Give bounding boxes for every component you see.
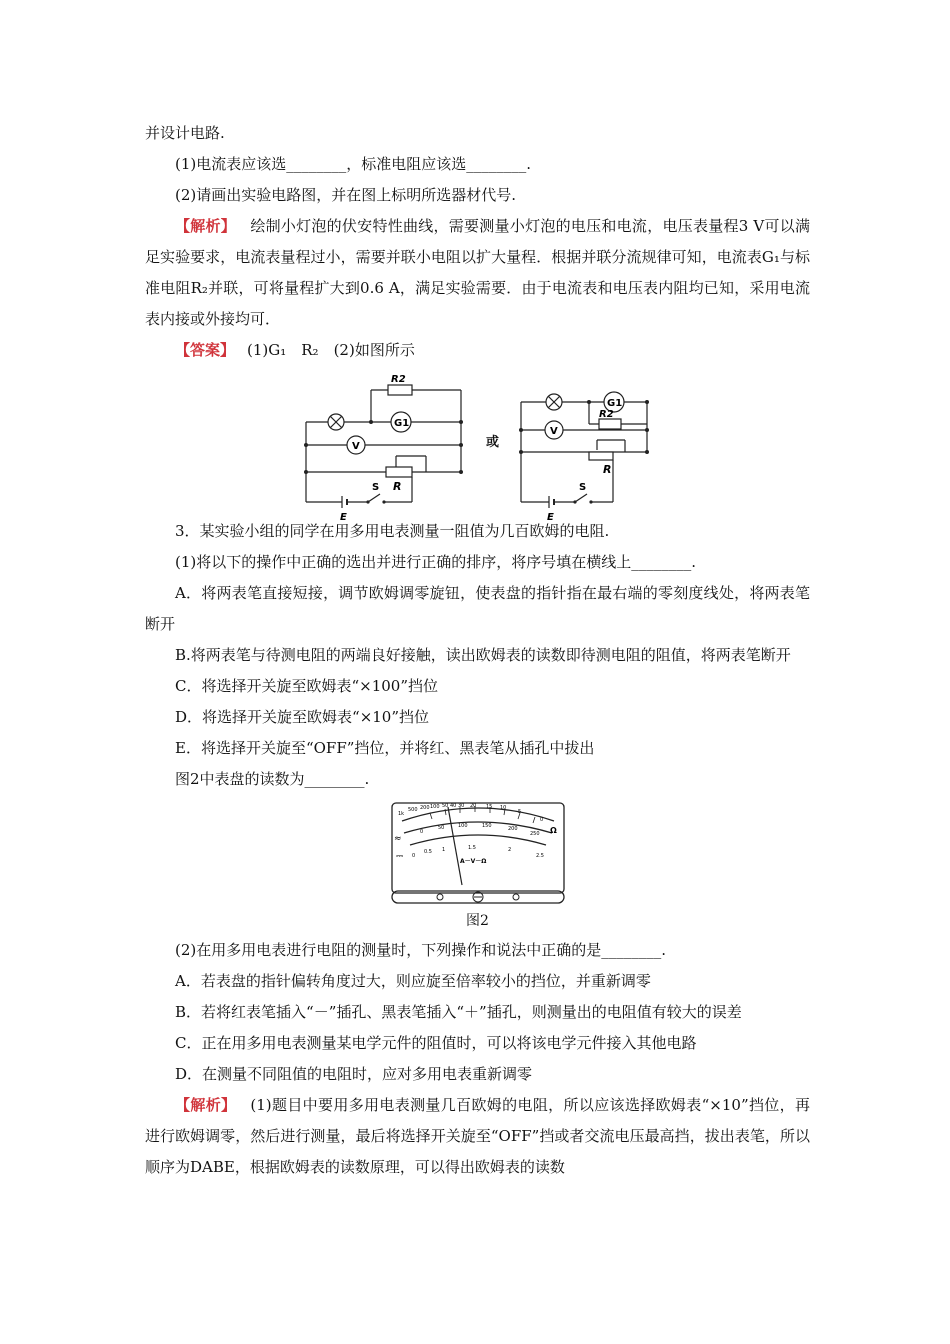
label-e: E <box>339 512 347 523</box>
mid-tick-200: 200 <box>507 826 518 832</box>
label-g1-right: G1 <box>607 398 623 409</box>
q3-sub1: (1)将以下的操作中正确的选出并进行正确的排序，将序号填在横线上________. <box>175 553 697 571</box>
ohm-tick-30: 30 <box>457 803 464 809</box>
meter-screw-left <box>437 894 443 900</box>
q3-option-d: D．将选择开关旋至欧姆表“×10”挡位 <box>175 708 430 726</box>
analysis-text: 绘制小灯泡的伏安特性曲线，需要测量小灯泡的电压和电流，电压表量程3 V可以满足实验要求，电流表量程过小，需要并联小电阻以扩大量程．根据并联分流规律可知，电流表G₁与标准电阻R₂并联，可将量程扩大到0.6 A，满足实验需要．由于电流表和电压表内阻均已知，采用电流表内接或外接均可． <box>145 217 810 328</box>
circuit-diagram-right <box>519 372 649 523</box>
label-r2-right: R2 <box>599 409 614 420</box>
label-s: S <box>371 482 380 493</box>
figure-caption: 图2 <box>466 913 489 929</box>
ohm-tick-10: 10 <box>499 805 506 811</box>
q3-option-a2: A．若表盘的指针偏转角度过大，则应旋至倍率较小的挡位，并重新调零 <box>175 972 651 990</box>
analysis-2-tag: 【解析】 <box>175 1096 237 1114</box>
q3-option-c: C．将选择开关旋至欧姆表“×100”挡位 <box>175 677 439 695</box>
mid-tick-0: 0 <box>419 829 423 835</box>
label-r-right: R <box>603 463 612 476</box>
meter-needle <box>448 807 462 885</box>
low-tick-0: 0 <box>411 853 415 859</box>
answer-text: (1)G₁ R₂ (2)如图所示 <box>247 341 415 359</box>
ohm-tick-0: 0 <box>539 817 543 823</box>
meter-figure <box>145 801 810 907</box>
q3-option-a: A．将两表笔直接短接，调节欧姆调零旋钮，使表盘的指针指在最右端的零刻度线处，将两表笔断开 <box>145 584 810 633</box>
q2-sub1: (1)电流表应该选________，标准电阻应该选________. <box>175 155 532 173</box>
q3-option-d2: D．在测量不同阻值的电阻时，应对多用电表重新调零 <box>175 1065 533 1083</box>
analysis-1 <box>145 211 810 335</box>
low-tick-1-5: 1.5 <box>467 845 476 851</box>
label-g1: G1 <box>393 418 410 429</box>
answer-tag: 【答案】 <box>175 341 236 359</box>
circuit-diagram-left <box>306 372 466 523</box>
label-e-right: E <box>547 512 554 523</box>
low-tick-2-5: 2.5 <box>535 853 544 859</box>
dc-symbol: ⎓ <box>395 852 403 862</box>
ohm-symbol: Ω <box>549 826 557 835</box>
or-label: 或 <box>485 434 499 450</box>
low-tick-2: 2 <box>507 847 511 853</box>
q3-stem: 3．某实验小组的同学在用多用电表测量一阻值为几百欧姆的电阻. <box>175 522 610 540</box>
mid-tick-100: 100 <box>457 823 468 829</box>
q2-continuation: 并设计电路. <box>145 124 225 142</box>
analysis-tag: 【解析】 <box>175 217 237 235</box>
mid-tick-250: 250 <box>529 831 540 837</box>
label-s-right: S <box>579 482 587 493</box>
q2-sub2: (2)请画出实验电路图，并在图上标明所选器材代号. <box>175 186 517 204</box>
ohm-tick-200: 200 <box>419 805 430 811</box>
analysis-2-text: (1)题目中要用多用电表测量几百欧姆的电阻，所以应该选择欧姆表“×10”挡位，再进行欧姆调零，然后进行测量，最后将选择开关旋至“OFF”挡或者交流电压最高挡，拔出表笔，所以顺序为DABE，根据欧姆表的读数原理，可以得出欧姆表的读数 <box>145 1096 810 1176</box>
q3-option-e: E．将选择开关旋至“OFF”挡位，并将红、黑表笔从插孔中拔出 <box>175 739 595 757</box>
mid-tick-50: 50 <box>437 825 444 831</box>
ac-symbol: ≈ <box>393 834 402 844</box>
label-r2: R2 <box>390 374 406 385</box>
label-v-right: V <box>550 426 558 437</box>
q3-option-c2: C．正在用多用电表测量某电学元件的阻值时，可以将该电学元件接入其他电路 <box>175 1034 697 1052</box>
ohm-tick-500: 500 <box>407 807 418 813</box>
analysis-2 <box>145 1090 810 1183</box>
multimeter-dial <box>390 801 566 907</box>
q3-option-b: B.将两表笔与待测电阻的两端良好接触，读出欧姆表的读数即待测电阻的阻值，将两表笔断开 <box>175 646 791 664</box>
circuit-figure <box>145 372 810 523</box>
ohm-tick-100: 100 <box>429 804 440 810</box>
meter-screw-right <box>513 894 519 900</box>
ohm-tick-5: 5 <box>517 809 521 815</box>
label-r: R <box>392 480 402 493</box>
dial-label: A－V－Ω <box>459 858 486 865</box>
mid-tick-150: 150 <box>481 823 492 829</box>
ohm-tick-20: 20 <box>469 803 476 809</box>
document-page <box>145 118 810 1183</box>
low-tick-0-5: 0.5 <box>423 849 432 855</box>
q3-option-b2: B．若将红表笔插入“－”插孔、黑表笔插入“＋”插孔，则测量出的电阻值有较大的误差 <box>175 1003 742 1021</box>
q3-sub2: (2)在用多用电表进行电阻的测量时，下列操作和说法中正确的是________. <box>175 941 667 959</box>
low-tick-1: 1 <box>441 847 445 853</box>
ohm-tick-40: 40 <box>449 803 456 809</box>
q3-fig-question: 图2中表盘的读数为________. <box>175 770 370 788</box>
answer-1 <box>145 335 810 366</box>
ohm-tick-15: 15 <box>485 804 492 810</box>
ohm-tick-1k: 1k <box>397 811 404 817</box>
label-v: V <box>351 441 360 452</box>
ohm-tick-50: 50 <box>441 803 448 809</box>
